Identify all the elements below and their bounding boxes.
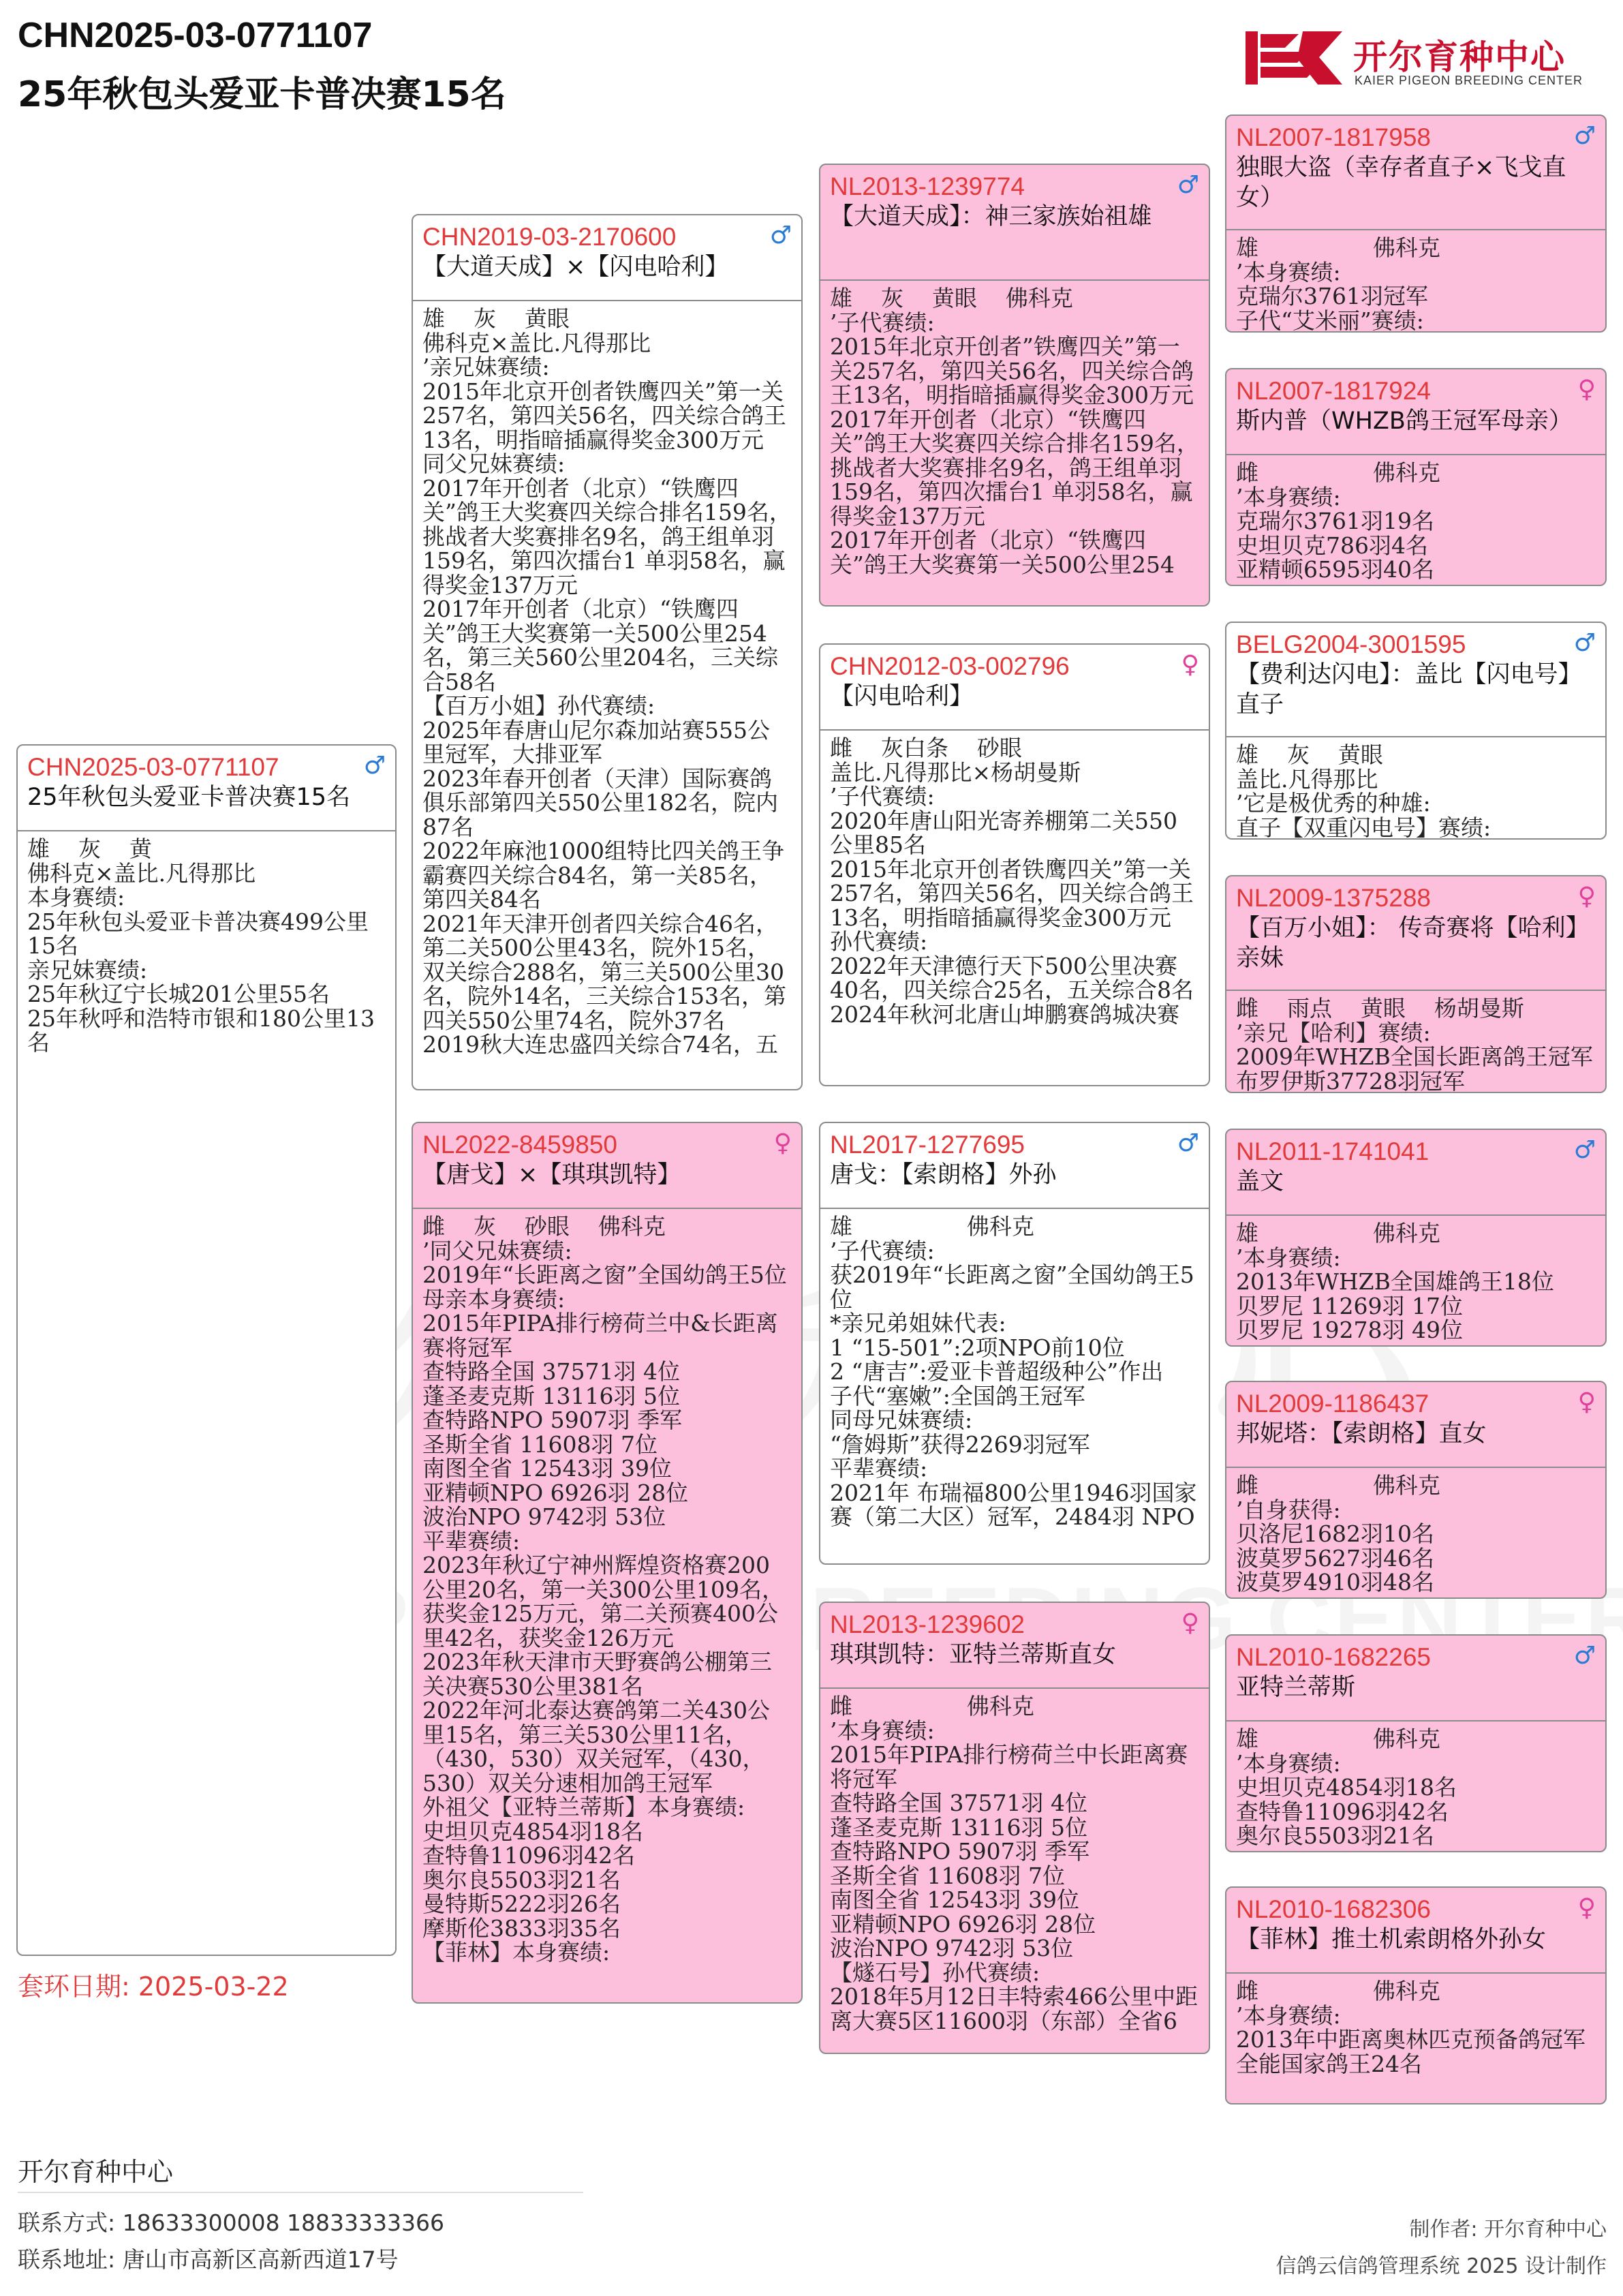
ring-number: NL2009-1186437	[1236, 1390, 1429, 1418]
male-symbol-icon: ♂	[1573, 629, 1596, 657]
ring-number: NL2009-1375288	[1236, 884, 1431, 912]
ring-number: NL2013-1239774	[830, 172, 1025, 200]
note-line: 奥尔良5503羽21名	[422, 1866, 621, 1893]
pedigree-card-sdd[interactable]	[1225, 875, 1607, 1093]
pigeon-name: 【闪电哈利】	[830, 683, 974, 710]
note-line: 【百万小姐】孙代赛绩:	[422, 692, 655, 719]
note-line: 1 “15-501”:2项NPO前10位	[830, 1334, 1125, 1361]
note-line: 2021年天津开创者四关综合46名，第二关500公里43名，院外15名，双关综合288名，第三关500公里30名，院外14名，三关综合153名，第四关550公里74名，院外37名	[422, 910, 786, 1034]
female-symbol-icon: ♀	[1577, 376, 1596, 403]
note-line: 2018年5月12日丰特索466公里中距离大赛5区11600羽（东部）全省6	[830, 1983, 1198, 2034]
ring-number: NL2017-1277695	[830, 1131, 1025, 1159]
note-line: 克瑞尔3761羽19名	[1236, 508, 1434, 534]
pigeon-attributes: 雌 佛科克	[830, 1693, 1034, 1719]
pigeon-name: 独眼大盗（幸存者直子×飞戈直女）	[1236, 154, 1566, 211]
pedigree-card-sire-dam[interactable]	[819, 643, 1210, 1086]
note-line: 2021年 布瑞福800公里1946羽国家赛（第二大区）冠军，2484羽 NPO	[830, 1479, 1197, 1530]
footer-org-name: 开尔育种中心	[18, 2157, 174, 2187]
logo-name: 开尔育种中心	[1353, 37, 1566, 77]
male-symbol-icon: ♂	[1573, 122, 1596, 150]
note-line: 摩斯伦3833羽35名	[422, 1914, 621, 1942]
note-line: 2022年麻池1000组特比四关鸽王争霸赛四关综合84名，第一关85名，第四关84名	[422, 838, 784, 913]
pigeon-attributes: 雄 灰 黄眼	[422, 305, 570, 332]
note-line: 查特鲁11096羽42名	[1236, 1798, 1449, 1825]
note-line: 2015年北京开创者铁鹰四关”第一关257名，第四关56名，四关综合鸽王13名，明指暗插赢得奖金300万元	[830, 855, 1194, 931]
note-line: ’本身赛绩:	[1236, 1749, 1341, 1777]
pigeon-attributes: 雄 佛科克	[830, 1213, 1034, 1240]
note-line: 母亲本身赛绩:	[422, 1285, 566, 1313]
ring-number: CHN2012-03-002796	[830, 652, 1070, 680]
logo-english: KAIER PIGEON BREEDING CENTER	[1355, 74, 1583, 87]
female-symbol-icon: ♀	[1577, 1388, 1596, 1416]
pedigree-card-dsd[interactable]	[1225, 1381, 1607, 1599]
ring-number: CHN2025-03-0771107	[27, 753, 279, 781]
note-line: 本身赛绩:	[27, 884, 125, 910]
pigeon-name: 斯内普（WHZB鸽王冠军母亲）	[1236, 408, 1573, 435]
pigeon-attributes: 雄 佛科克	[1236, 234, 1440, 261]
note-line: 查特路全国 37571羽 4位	[830, 1790, 1087, 1816]
male-symbol-icon: ♂	[769, 221, 792, 249]
note-line: 佛科克×盖比.凡得那比	[27, 859, 256, 887]
pigeon-attributes: 雌 灰 砂眼 佛科克	[422, 1213, 666, 1240]
pigeon-attributes: 雄 佛科克	[1236, 1220, 1440, 1246]
pedigree-card-sire[interactable]	[412, 214, 803, 1090]
ring-number: NL2011-1741041	[1236, 1137, 1429, 1165]
footer-divider	[18, 2192, 583, 2193]
card-notes	[422, 1239, 792, 1965]
note-line: 亲兄妹赛绩:	[27, 956, 148, 983]
pedigree-card-dss[interactable]	[1225, 1129, 1607, 1347]
note-line: 平辈赛绩:	[422, 1527, 521, 1555]
note-line: ’本身赛绩:	[1236, 1244, 1341, 1271]
note-line: ’本身赛绩:	[1236, 258, 1341, 286]
note-line: 2019年“长距离之窗”全国幼鸽王5位	[422, 1261, 787, 1288]
pedigree-card-dam-dam[interactable]	[819, 1602, 1210, 2054]
note-line: 同母兄妹赛绩:	[830, 1407, 973, 1433]
note-line: 2015年北京开创者”铁鹰四关”第一关257名，第四关56名，四关综合鸽王13名，明指暗插赢得奖金300万元	[830, 333, 1194, 408]
card-notes	[830, 761, 1199, 1027]
note-line: 查特路全国 37571羽 4位	[422, 1358, 680, 1385]
note-line: 克瑞尔3761羽冠军	[1236, 283, 1428, 309]
note-line: 2009年WHZB全国长距离鸽王冠军	[1236, 1043, 1593, 1070]
note-line: ’本身赛绩:	[1236, 483, 1341, 510]
note-line: 同父兄妹赛绩:	[422, 450, 566, 477]
pedigree-card-dam-sire[interactable]	[819, 1122, 1210, 1565]
note-line: 波莫罗4910羽48名	[1236, 1569, 1434, 1595]
ring-number: BELG2004-3001595	[1236, 630, 1466, 658]
male-symbol-icon: ♂	[363, 752, 386, 780]
note-line: 【菲林】本身赛绩:	[422, 1939, 610, 1965]
note-line: 全能国家鸽王24名	[1236, 2050, 1422, 2077]
note-line: 波治NPO 9742羽 53位	[422, 1503, 666, 1530]
note-line: 查特鲁11096羽42名	[422, 1842, 635, 1869]
female-symbol-icon: ♀	[1181, 651, 1199, 679]
note-line: ’子代赛绩:	[830, 783, 935, 810]
note-line: 子代“艾米丽”赛绩:	[1236, 307, 1424, 333]
note-line: 查特路NPO 5907羽 季军	[422, 1407, 683, 1433]
pedigree-card-dds[interactable]	[1225, 1634, 1607, 1852]
footer-contact: 联系方式: 18633300008 18833333366	[18, 2209, 445, 2236]
footer-maker: 制作者: 开尔育种中心	[1409, 2218, 1607, 2241]
note-line: 圣斯全省 11608羽 7位	[422, 1430, 658, 1458]
pedigree-card-dam[interactable]	[412, 1122, 803, 2004]
ring-date: 套环日期: 2025-03-22	[18, 1972, 289, 2002]
note-line: 2017年开创者（北京）“铁鹰四关”鸽王大奖赛四关综合排名159名，挑战者大奖赛排名9名，鸽王组单羽159名，第四次擂台1 单羽58名，赢得奖金137万元	[422, 474, 792, 598]
note-line: 25年秋辽宁长城201公里55名	[27, 981, 330, 1007]
pedigree-card-ssd[interactable]	[1225, 368, 1607, 586]
pedigree-ring-number: CHN2025-03-0771107	[18, 16, 373, 55]
card-notes	[830, 1239, 1199, 1529]
ring-number: NL2013-1239602	[830, 1610, 1025, 1638]
pigeon-name: 唐戈：【索朗格】外孙	[830, 1161, 1057, 1189]
note-line: 史坦贝克4854羽18名	[422, 1818, 643, 1845]
note-line: 查特路NPO 5907羽 季军	[830, 1838, 1090, 1865]
note-line: 【燧石号】孙代赛绩:	[830, 1959, 1040, 1986]
note-line: 曼特斯5222羽26名	[422, 1891, 621, 1917]
note-line: 2013年WHZB全国雄鸽王18位	[1236, 1268, 1554, 1295]
note-line: 平辈赛绩:	[830, 1455, 928, 1482]
kaier-k-logo-icon	[1243, 27, 1345, 89]
note-line: ’本身赛绩:	[1236, 2002, 1341, 2029]
note-line: 2017年开创者（北京）“铁鹰四关”鸽王大奖赛第一关500公里254名，第三关560公里204名，三关综合58名	[422, 596, 778, 695]
pedigree-card-sss[interactable]	[1225, 114, 1607, 333]
note-line: 2 “唐吉”:爱亚卡普超级种公”作出	[830, 1358, 1164, 1385]
pigeon-name: 25年秋包头爱亚卡普决赛15名	[27, 784, 351, 811]
card-notes	[830, 1719, 1199, 2034]
note-line: 2022年河北泰达赛鸽第二关430公里15名，第三关530公里11名，（430，530）双关冠军，（430，530）双关分速相加鸽王冠军	[422, 1697, 770, 1796]
female-symbol-icon: ♀	[1181, 1609, 1199, 1637]
pedigree-card-ddd[interactable]	[1225, 1886, 1607, 2104]
ring-number: NL2010-1682306	[1236, 1895, 1431, 1923]
note-line: *亲兄弟姐妹代表:	[830, 1310, 1006, 1336]
note-line: 2019秋大连忠盛四关综合74名，五	[422, 1031, 778, 1058]
pigeon-attributes: 雌 雨点 黄眼 杨胡曼斯	[1236, 995, 1524, 1022]
note-line: 圣斯全省 11608羽 7位	[830, 1862, 1065, 1889]
note-line: ’同父兄妹赛绩:	[422, 1237, 572, 1264]
note-line: 子代“塞嫩”:全国鸽王冠军	[830, 1382, 1085, 1409]
footer-system: 信鸽云信鸽管理系统 2025 设计制作	[1276, 2254, 1607, 2278]
note-line: 南图全省 12543羽 39位	[422, 1455, 672, 1482]
pigeon-name: 【菲林】推土机索朗格外孙女	[1236, 1926, 1547, 1953]
pigeon-name: 【唐戈】×【琪琪凯特】	[422, 1161, 681, 1189]
note-line: 2013年中距离奥林匹克预备鸽冠军	[1236, 2026, 1586, 2053]
female-symbol-icon: ♀	[773, 1129, 792, 1157]
pedigree-card-sds[interactable]	[1225, 622, 1607, 840]
pigeon-attributes: 雌 佛科克	[1236, 1978, 1440, 2004]
note-line: 2017年开创者（北京）“铁鹰四关”鸽王大奖赛四关综合排名159名，挑战者大奖赛排名9名，鸽王组单羽159名，第四次擂台1 单羽58名，赢得奖金137万元	[830, 405, 1199, 530]
note-line: “詹姆斯”获得2269羽冠军	[830, 1430, 1090, 1458]
footer-address: 联系地址: 唐山市高新区高新西道17号	[18, 2246, 399, 2273]
note-line: 直子【双重闪电号】赛绩:	[1236, 814, 1491, 840]
note-line: 盖比.凡得那比	[1236, 765, 1378, 793]
note-line: 2015年PIPA排行榜荷兰中长距离赛将冠军	[830, 1741, 1188, 1792]
note-line: ’它是极优秀的种雄:	[1236, 790, 1431, 816]
female-symbol-icon: ♀	[1577, 883, 1596, 910]
pigeon-attributes: 雄 灰 黄	[27, 836, 152, 862]
note-line: 25年秋包头爱亚卡普决赛499公里15名	[27, 908, 369, 959]
note-line: 亚精顿NPO 6926羽 28位	[422, 1479, 689, 1506]
note-line: 2023年秋天津市天野赛鸽公棚第三关决赛530公里381名	[422, 1649, 772, 1700]
note-line: 贝罗尼 11269羽 17位	[1236, 1292, 1463, 1319]
pigeon-name: 亚特兰蒂斯	[1236, 1674, 1356, 1701]
pigeon-name: 【大道天成】：神三家族始祖雄	[830, 203, 1152, 230]
note-line: 2022年天津德行天下500公里决赛40名，四关综合25名，五关综合8名	[830, 952, 1194, 1003]
note-line: 南图全省 12543羽 39位	[830, 1886, 1079, 1913]
note-line: 2023年秋辽宁神州辉煌资格赛200公里20名，第一关300公里109名，获奖金125万元，第二关预赛400公里42名，获奖金126万元	[422, 1552, 784, 1651]
kaier-logo	[1243, 25, 1597, 93]
pigeon-name: 盖文	[1236, 1168, 1284, 1195]
note-line: 波莫罗5627羽46名	[1236, 1544, 1434, 1572]
note-line: 孙代赛绩:	[830, 928, 928, 955]
note-line: 史坦贝克4854羽18名	[1236, 1774, 1457, 1801]
card-notes	[27, 861, 386, 1055]
note-line: ’亲兄妹赛绩:	[422, 354, 550, 380]
pigeon-name: 邦妮塔：【索朗格】直女	[1236, 1420, 1487, 1448]
note-line: 2015年PIPA排行榜荷兰中&长距离赛将冠军	[422, 1310, 778, 1361]
note-line: 2023年春开创者（天津）国际赛鸽俱乐部第四关550公里182名，院内87名	[422, 765, 778, 840]
note-line: ’亲兄【哈利】赛绩:	[1236, 1019, 1431, 1046]
note-line: 贝罗尼 19278羽 49位	[1236, 1317, 1463, 1343]
pigeon-attributes: 雄 佛科克	[1236, 1726, 1440, 1752]
note-line: 蓬圣麦克斯 13116羽 5位	[422, 1382, 680, 1409]
pedigree-card-sire-sire[interactable]	[819, 164, 1210, 607]
pigeon-attributes: 雄 灰 黄眼	[1236, 741, 1383, 768]
note-line: 波治NPO 9742羽 53位	[830, 1935, 1074, 1961]
note-line: 2020年唐山阳光寄养棚第二关550公里85名	[830, 807, 1177, 858]
male-symbol-icon: ♂	[1573, 1642, 1596, 1670]
pigeon-attributes: 雌 灰白条 砂眼	[830, 735, 1022, 761]
note-line: 外祖父【亚特兰蒂斯】本身赛绩:	[422, 1794, 745, 1820]
pigeon-name: 【费利达闪电】：盖比【闪电号】直子	[1236, 661, 1582, 718]
note-line: 贝洛尼1682羽10名	[1236, 1520, 1434, 1547]
note-line: 布罗伊斯37728羽冠军	[1236, 1067, 1465, 1093]
note-line: ’子代赛绩:	[830, 1237, 935, 1264]
note-line: 史坦贝克786羽4名	[1236, 532, 1428, 559]
pigeon-attributes: 雌 佛科克	[1236, 1472, 1440, 1499]
note-line: ’本身赛绩:	[830, 1717, 935, 1744]
note-line: 2025年春唐山尼尔森加站赛555公里冠军，大排亚军	[422, 716, 770, 767]
note-line: 亚精顿NPO 6926羽 28位	[830, 1910, 1096, 1938]
male-symbol-icon: ♂	[1177, 1129, 1199, 1157]
note-line: 25年秋呼和浩特市银和180公里13名	[27, 1005, 375, 1056]
pedigree-title: 25年秋包头爱亚卡普决赛15名	[18, 74, 506, 115]
pigeon-attributes: 雄 灰 黄眼 佛科克	[830, 285, 1073, 311]
note-line: ’子代赛绩:	[830, 309, 935, 336]
note-line: 蓬圣麦克斯 13116羽 5位	[830, 1813, 1087, 1841]
ring-number: NL2010-1682265	[1236, 1643, 1431, 1671]
note-line: 盖比.凡得那比×杨胡曼斯	[830, 759, 1081, 786]
male-symbol-icon: ♂	[1573, 1136, 1596, 1164]
ring-number: NL2007-1817958	[1236, 123, 1431, 151]
note-line: 2015年北京开创者铁鹰四关”第一关257名，第四关56名，四关综合鸽王13名，明指暗插赢得奖金300万元	[422, 378, 786, 453]
note-line: 2017年开创者（北京）“铁鹰四关”鸽王大奖赛第一关500公里254	[830, 527, 1175, 578]
note-line: 佛科克×盖比.凡得那比	[422, 329, 651, 356]
ring-number: NL2022-8459850	[422, 1131, 617, 1159]
note-line: 亚精顿6595羽40名	[1236, 556, 1434, 583]
male-symbol-icon: ♂	[1177, 171, 1199, 199]
ring-number: NL2007-1817924	[1236, 377, 1431, 405]
note-line: ’自身获得:	[1236, 1496, 1341, 1523]
pigeon-name: 【百万小姐】： 传奇赛将【哈利】亲妹	[1236, 915, 1590, 972]
female-symbol-icon: ♀	[1577, 1894, 1596, 1922]
note-line: 获2019年“长距离之窗”全国幼鸽王5位	[830, 1261, 1194, 1313]
note-line: 奥尔良5503羽21名	[1236, 1822, 1434, 1849]
ring-number: CHN2019-03-2170600	[422, 223, 677, 251]
card-notes	[422, 331, 792, 1057]
pedigree-card-subject[interactable]	[16, 744, 397, 1956]
pigeon-name: 【大道天成】×【闪电哈利】	[422, 254, 729, 281]
pigeon-name: 琪琪凯特：亚特兰蒂斯直女	[830, 1641, 1117, 1668]
note-line: 2024年秋河北唐山坤鹏赛鸽城决赛	[830, 1000, 1179, 1028]
card-notes	[830, 311, 1199, 577]
pigeon-attributes: 雌 佛科克	[1236, 459, 1440, 486]
